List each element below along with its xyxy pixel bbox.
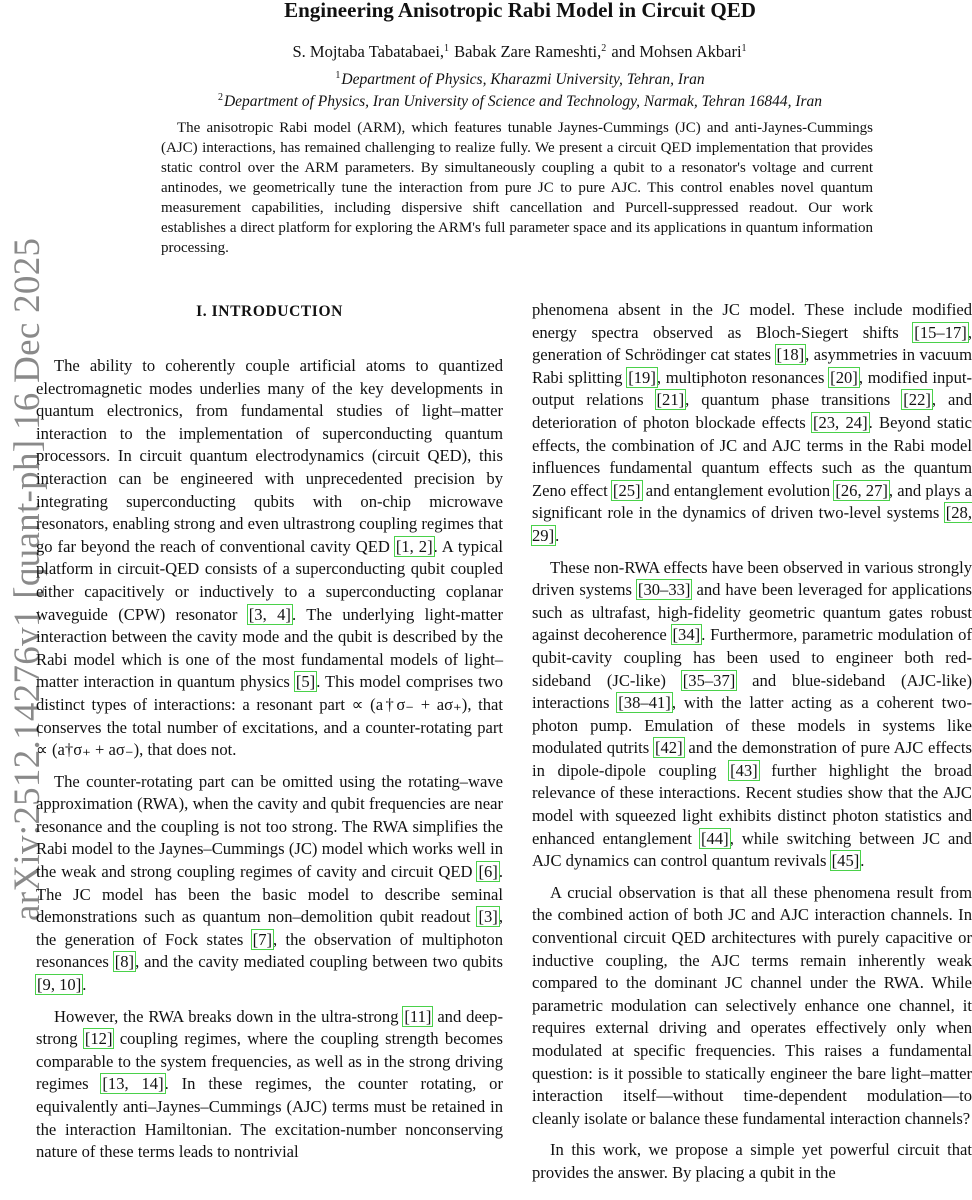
citation-link[interactable]: [43] — [730, 760, 758, 780]
citation-link[interactable]: [38–41] — [618, 693, 671, 713]
paragraph — [36, 1006, 503, 1164]
affiliation-mark: 1 — [741, 43, 747, 54]
paragraph-text: , with the latter acting as a coherent two-photon pump. Emulation of these models in systems like modulated qutrits — [532, 693, 972, 758]
paragraph-text: In this work, we propose a simple yet powerful circuit that provides the answer. By placing a qubit in the — [532, 1140, 972, 1182]
paragraph-text: The counter-rotating part can be omitted using the rotating–wave approximation (RWA), when the cavity and qubit frequencies are near resonance and the coupling is not too strong. The RWA simplifies the Rabi model to the Jaynes–Cummings (JC) model which works well in the weak and strong coupling regimes of cavity and circuit QED — [36, 771, 503, 882]
abstract-text: The anisotropic Rabi model (ARM), which features tunable Jaynes-Cummings (JC) and anti-Jaynes-Cummings (AJC) interactions, has remained challenging to realize fully. We present a circuit QED implementation that provides static control over the ARM parameters. By simultaneously coupling a qubit to a resonator's voltage and current antinodes, we geometrically tune the interaction from pure JC to pure AJC. This control enables novel quantum measurement capabilities, including dispersive shift cancellation and Purcell-suppressed readout. Our work establishes a direct platform for exploring the ARM's full parameter space and its applications in quantum information processing. — [161, 120, 873, 256]
paragraph-text: , while switching between JC and AJC dynamics can control quantum revivals — [532, 828, 972, 871]
citation-link[interactable]: [5] — [295, 672, 316, 692]
paragraph-text: and blue-sideband (AJC-like) interactions — [532, 670, 972, 713]
affiliation-mark: 2 — [601, 43, 607, 54]
paragraph-text: and entanglement evolution — [641, 480, 835, 500]
paragraph — [532, 557, 972, 873]
paragraph — [36, 771, 503, 997]
paragraph-text: , the generation of Fock states — [36, 907, 503, 949]
citation-link[interactable]: [28, 29] — [532, 503, 972, 545]
paragraph-text: . — [82, 975, 87, 995]
paragraph-text: , multiphoton resonances — [656, 367, 830, 387]
paragraph-text: . A typical platform in circuit-QED consists of a superconducting qubit coupled either capacitively or inductively to a superconducting coplanar waveguide (CPW) resonator — [36, 536, 503, 624]
paragraph-text: , generation of Schrödinger cat states — [532, 322, 972, 365]
paragraph — [36, 355, 503, 762]
citation-link[interactable]: [21] — [656, 390, 685, 410]
affiliation-2 — [120, 88, 920, 112]
citation-link[interactable]: [8] — [114, 952, 135, 972]
affiliation-mark: 1 — [335, 70, 341, 81]
paragraph-text: . — [860, 851, 865, 871]
paragraph-text: , modified input-output relations — [532, 367, 972, 410]
paragraph-text: phenomena absent in the JC model. These include modified energy spectra observed as Bloch-Siegert shifts — [532, 300, 972, 342]
paragraph-text: . The underlying light-matter interaction between the cavity mode and the qubit is described by the Rabi model which is one of the most fundamental models of light–matter interaction in quantum physics — [36, 604, 503, 692]
arxiv-side-stamp: arXiv:2512.14276v1 [quant-ph] 16 Dec 2025 — [7, 237, 48, 921]
paragraph-text: , and the cavity mediated coupling between two qubits — [135, 952, 503, 972]
citation-link[interactable]: [7] — [252, 929, 273, 949]
affiliation-text: Department of Physics, Iran University of Science and Technology, Narmak, Tehran 16844, Iran — [223, 93, 823, 110]
paragraph-text: coupling regimes, where the coupling strength becomes comparable to the system frequencies, as well as in the strong driving regimes — [36, 1029, 503, 1094]
affiliation-mark: 2 — [217, 92, 223, 103]
author-name: S. Mojtaba Tabatabaei, — [292, 42, 445, 61]
paragraph-text: , and plays a significant role in the dynamics of driven two-level systems — [532, 480, 972, 523]
citation-link[interactable]: [22] — [903, 390, 931, 410]
citation-link[interactable]: [26, 27] — [835, 480, 888, 500]
paragraph-text: . This model comprises two distinct types of interactions: a resonant part ∝ (a†σ₋ + aσ₊), that conserves the total number of excitations, and a counter-rotating part ∝ (a†σ₊ + aσ₋), that does not. — [36, 672, 503, 760]
paragraph — [532, 299, 972, 548]
paragraph-text: . In these regimes, the counter rotating, or equivalently anti–Jaynes–Cummings (AJC) terms must be retained in the interaction Hamiltonian. The excitation-number nonconserving nature of these terms leads to nontrivial — [36, 1074, 503, 1162]
citation-link[interactable]: [34] — [672, 625, 701, 645]
citation-link[interactable]: [45] — [831, 851, 860, 871]
citation-link[interactable]: [6] — [478, 862, 498, 882]
section-heading: I. INTRODUCTION — [196, 303, 343, 320]
paragraph-text: However, the RWA breaks down in the ultra-strong — [54, 1006, 404, 1026]
paragraph-text: . Furthermore, parametric modulation of qubit-cavity coupling has been used to engineer both red-sideband (JC-like) — [532, 625, 972, 690]
paragraph — [532, 882, 972, 1131]
paragraph-text: and deep-strong — [36, 1006, 503, 1049]
citation-link[interactable]: [20] — [830, 367, 858, 387]
paragraph — [532, 1139, 972, 1184]
paragraph-text: These non-RWA effects have been observed in various strongly driven systems — [532, 557, 972, 600]
citation-link[interactable]: [23, 24] — [812, 412, 868, 432]
paragraph-text: The ability to coherently couple artificial atoms to quantized electromagnetic modes underlies many of the key developments in quantum electronics, from fundamental studies of light–matter interaction to the implementation of superconducting quantum processors. In circuit quantum electrodynamics (circuit QED), this interaction can be engineered with unprecedented precision by integrating superconducting qubits with on-chip microwave resonators, enabling strong and even ultrastrong coupling regimes that go far beyond the reach of conventional cavity QED — [36, 356, 503, 556]
paragraph-text: . The JC model has been the basic model to describe seminal demonstrations such as quantum non–demolition qubit readout — [36, 862, 503, 927]
right-column — [532, 299, 972, 1194]
paragraph-text: , quantum phase transitions — [685, 390, 903, 410]
citation-link[interactable]: [12] — [84, 1029, 113, 1049]
paragraph-text: , and deterioration of photon blockade effects — [532, 390, 972, 432]
paragraph-text: . Beyond static effects, the combination of JC and AJC terms in the Rabi model influences fundamental quantum effects such as the quantum Zeno effect — [532, 412, 972, 500]
paragraph-text: . — [555, 525, 560, 545]
affiliation-mark: 1 — [444, 43, 450, 54]
paragraph-text: A crucial observation is that all these phenomena result from the combined action of both JC and AJC interaction channels. In conventional circuit QED architectures with purely capacitive or inductive coupling, the AJC terms remain inherently weak compared to the dominant JC channel under the RWA. While parametric modulation can selectively enhance one channel, it requires external driving and operates effectively only when modulated at specific frequencies. This raises a fundamental question: is it possible to statically engineer the bare light–matter interaction itself—without time-dependent modulation—to cleanly isolate or balance these fundamental interaction channels? — [532, 882, 972, 1128]
citation-link[interactable]: [3, 4] — [248, 604, 291, 624]
paragraph-text: , asymmetries in vacuum Rabi splitting — [532, 345, 972, 387]
paragraph-text: , the observation of multiphoton resonances — [36, 929, 504, 972]
paragraph-text: further highlight the broad relevance of these interactions. Recent studies show that the AJC model with squeezed light exhibits distinct photon statistics and enhanced entanglement — [532, 760, 972, 848]
abstract — [161, 118, 873, 258]
paper-title: Engineering Anisotropic Rabi Model in Circuit QED — [284, 0, 756, 22]
citation-link[interactable]: [19] — [628, 367, 656, 387]
citation-link[interactable]: [35–37] — [682, 670, 736, 690]
paragraph-text: and have been leveraged for applications such as ultrafast, high-fidelity geometric quantum gates robust against decoherence — [532, 580, 972, 645]
citation-link[interactable]: [25] — [612, 480, 641, 500]
citation-link[interactable]: [18] — [776, 345, 805, 365]
citation-link[interactable]: [3] — [478, 907, 498, 927]
author-name: Babak Zare Rameshti, — [450, 42, 602, 61]
citation-link[interactable]: [9, 10] — [37, 975, 82, 995]
citation-link[interactable]: [44] — [701, 828, 729, 848]
author-list — [120, 38, 920, 63]
affiliation-1 — [120, 66, 920, 90]
author-name: and Mohsen Akbari — [607, 42, 742, 61]
citation-link[interactable]: [15–17] — [914, 322, 967, 342]
citation-link[interactable]: [11] — [404, 1006, 432, 1026]
citation-link[interactable]: [1, 2] — [395, 536, 433, 556]
citation-link[interactable]: [42] — [654, 738, 683, 758]
paragraph-text: and the demonstration of pure AJC effects in dipole-dipole coupling — [532, 738, 972, 780]
left-column — [36, 297, 503, 1173]
citation-link[interactable]: [13, 14] — [102, 1074, 164, 1094]
citation-link[interactable]: [30–33] — [637, 580, 691, 600]
affiliation-text: Department of Physics, Kharazmi University, Tehran, Iran — [341, 71, 705, 88]
